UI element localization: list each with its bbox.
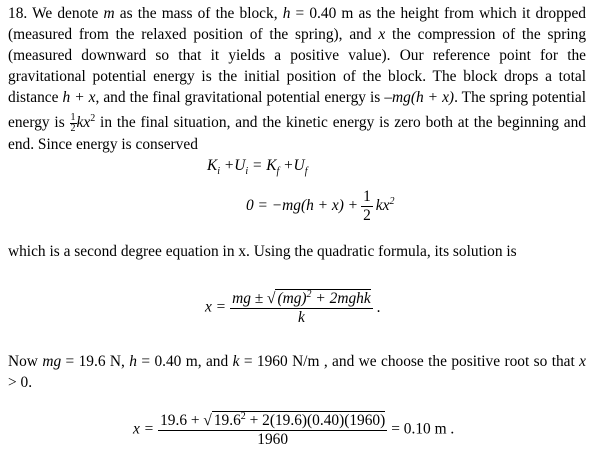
eq-result: = 0.10 m . — [391, 420, 455, 438]
subscript: f — [276, 166, 280, 178]
radicand-part: 19.6 — [213, 412, 241, 430]
fraction-numerator — [230, 289, 373, 309]
expr-h-plus-x: h + x — [62, 89, 96, 106]
text: = 0.40 m as the height from which it dropped (measured from the relaxed position of the spring), and — [8, 5, 586, 43]
half-fraction — [361, 188, 373, 225]
solution-paragraph-2: which is a second degree equation in x. Using the quadratic formula, its solution is — [8, 243, 517, 260]
var-mg: mg — [42, 353, 62, 370]
text: as the mass of the block, — [114, 5, 283, 22]
superscript: 2 — [306, 289, 312, 300]
equation-energy-expanded — [246, 188, 394, 225]
text: , and the final gravitational potential energy is — [95, 89, 385, 106]
eq-term: K — [207, 157, 218, 174]
fraction-numerator: 1 — [363, 188, 371, 205]
radicand-part: + 2mghk — [311, 290, 371, 308]
equation-energy-conservation — [207, 157, 307, 177]
var-h: h — [282, 5, 291, 22]
text: = 1960 N/m , and we choose the positive root so that — [239, 353, 580, 370]
eq-term: +U — [279, 157, 305, 174]
subscript: i — [245, 166, 249, 178]
sqrt-icon: √ — [203, 412, 212, 430]
text: the compression of the spring (measured downward so that it yields a positive value). Our reference point for the gravitational potential energy is the initial position of the block. The block drops a total distance — [8, 26, 587, 106]
superscript: 2 — [240, 411, 246, 422]
solution-paragraph-1 — [8, 3, 586, 155]
fraction-numerator: 1 — [70, 112, 76, 124]
radicand-part: + 2(19.6)(0.40)(1960) — [245, 412, 386, 430]
equation-quadratic-solution — [205, 289, 381, 327]
var-x: x — [579, 353, 587, 370]
fraction-numerator — [158, 411, 387, 431]
radicand-part: (mg) — [277, 290, 307, 308]
eq-term: x = — [133, 420, 155, 438]
eq-term: . — [376, 298, 381, 316]
text: = 0.40 m, and — [136, 353, 233, 370]
subscript: f — [304, 166, 308, 178]
numerator-part: 19.6 + — [160, 412, 204, 430]
text: > 0. — [8, 374, 33, 391]
text: in the final situation, and the kinetic energy is zero both at the beginning and end. Since energy is conserved — [8, 114, 586, 154]
radicand — [212, 411, 385, 429]
var-k: k — [232, 353, 240, 370]
superscript: 2 — [389, 195, 395, 207]
sqrt-icon: √ — [267, 290, 276, 308]
var-m: m — [103, 5, 115, 22]
eq-term: = K — [248, 157, 277, 174]
fraction-denominator: 2 — [363, 207, 371, 224]
eq-term: +U — [220, 157, 246, 174]
fraction-denominator: k — [297, 309, 305, 327]
text: Now — [8, 353, 43, 370]
numeric-fraction — [158, 411, 387, 449]
eq-term: x = — [205, 298, 227, 316]
eq-term: 0 = −mg(h + x) + — [246, 197, 359, 215]
half-fraction — [70, 113, 77, 134]
var-h: h — [129, 353, 137, 370]
solution-paragraph-3 — [8, 351, 586, 393]
fraction-denominator: 2 — [70, 123, 76, 135]
expr-kx: kx — [76, 114, 91, 132]
fraction-denominator: 1960 — [257, 431, 289, 449]
radicand — [275, 289, 370, 307]
text: 18. We denote — [8, 5, 104, 22]
var-x: x — [378, 26, 386, 43]
numerator-part: mg ± — [232, 290, 268, 308]
superscript: 2 — [90, 113, 96, 124]
expr-gravitational-pe: –mg(h + x) — [384, 89, 455, 106]
subscript: i — [217, 166, 221, 178]
text: = 19.6 N, — [61, 353, 130, 370]
equation-numeric-solution — [133, 411, 454, 449]
solution-fraction — [230, 289, 373, 327]
eq-term: kx — [375, 197, 390, 215]
text: . The spring potential energy is — [8, 89, 586, 132]
